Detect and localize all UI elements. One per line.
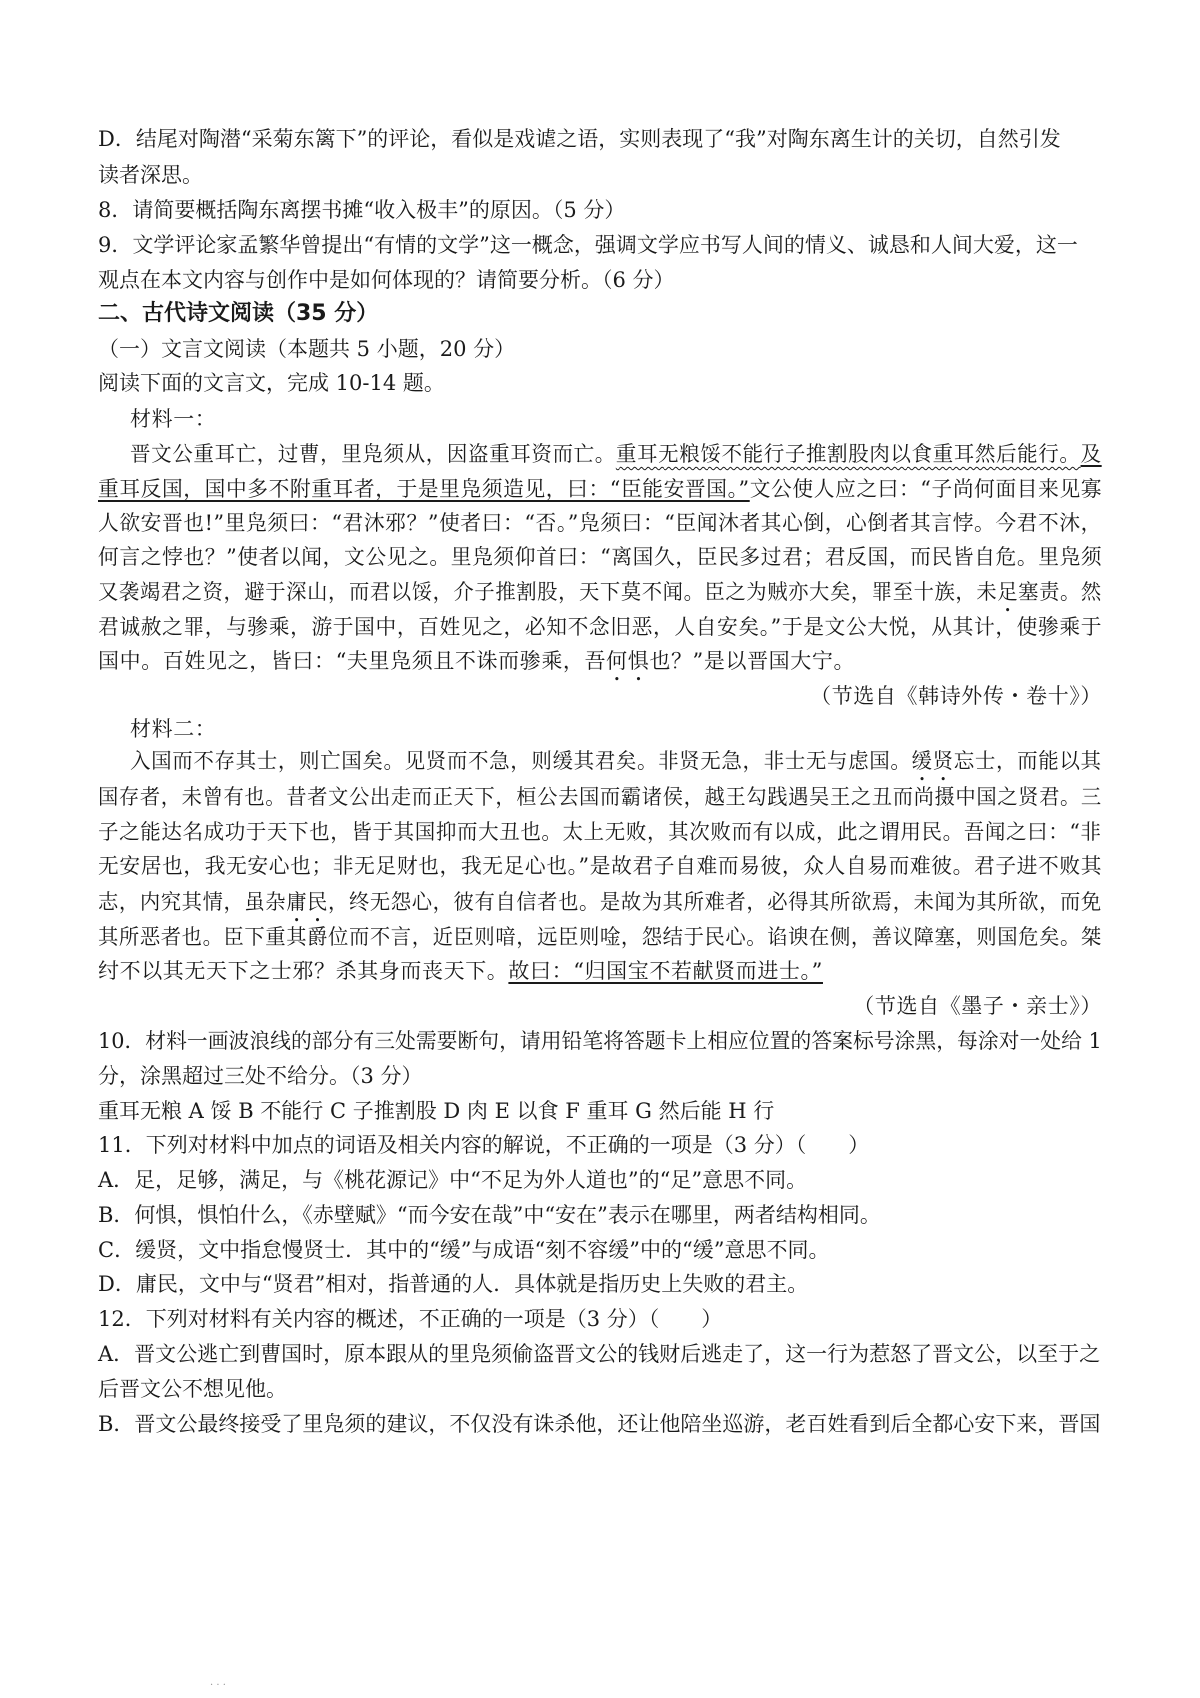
question-10-line1: 10．材料一画波浪线的部分有三处需要断句，请用铅笔将答题卡上相应位置的答案标号涂黑，每涂对一处给 1 [98, 1029, 1102, 1053]
material-1-line: 君诚赦之罪，与骖乘，游于国中，百姓见之，必知不念旧恶，人自安矣。”于是文公大悦，从其计，使骖乘于 [98, 615, 1103, 639]
material-2-line: 国存者，未曾有也。昔者文公出走而正天下，桓公去国而霸诸侯，越王勾践遇吴王之丑而尚摄中国之贤君。三 [98, 785, 1102, 809]
question-12-option-b-line1: B．晋文公最终接受了里凫须的建议，不仅没有诛杀他，还让他陪坐巡游，老百姓看到后全都心安下来，晋国 [98, 1412, 1101, 1436]
material-1-label: 材料一： [130, 407, 217, 431]
question-10-options: 重耳无粮 A 馁 B 不能行 C 子推割股 D 肉 E 以食 F 重耳 G 然后能 H 行 [98, 1099, 775, 1123]
question-8: 8．请简要概括陶东离摆书摊“收入极丰”的原因。（5 分） [98, 198, 626, 222]
material-1-line: 重耳反国，国中多不附重耳者，于是里凫须造见，曰：“臣能安晋国。”文公使人应之曰：“子尚何面目来见寡 [98, 477, 1103, 501]
underlined-text: 故曰：“归国宝不若献贤而进士。” [508, 959, 823, 983]
material-2-line: 志，内究其情，虽杂庸民，终无怨心，彼有自信者也。是故为其所难者，必得其所欲焉，未闻为其所欲，而免 [98, 890, 1102, 914]
material-2-line: 其所恶者也。臣下重其爵位而不言，近臣则喑，远臣则唫，怨结于民心。谄谀在侧，善议障塞，则国危矣。桀 [98, 925, 1102, 949]
question-11-option-b: B．何惧，惧怕什么，《赤壁赋》“而今安在哉”中“安在”表示在哪里，两者结构相同。 [98, 1203, 881, 1227]
material-2-line: 纣不以其无天下之士邪？杀其身而丧天下。故曰：“归国宝不若献贤而进士。” [98, 959, 823, 983]
question-11-option-c: C．缓贤，文中指怠慢贤士．其中的“缓”与成语“刻不容缓”中的“缓”意思不同。 [98, 1238, 830, 1262]
question-10-line2: 分，涂黑超过三处不给分。（3 分） [98, 1064, 423, 1088]
question-11-option-a: A．足，足够，满足，与《桃花源记》中“不足为外人道也”的“足”意思不同。 [98, 1168, 808, 1192]
material-2-line: 入国而不存其士，则亡国矣。见贤而不急，则缓其君矣。非贤无急，非士无与虑国。缓贤忘士，而能以其 [130, 749, 1102, 773]
dotted-word: 何惧 [606, 649, 650, 673]
question-11-stem: 11．下列对材料中加点的词语及相关内容的解说，不正确的一项是（3 分）（ ） [98, 1133, 870, 1157]
q7-option-d-line1: D．结尾对陶潜“采菊东篱下”的评论，看似是戏谑之语，实则表现了“我”对陶东离生计的关切，自然引发 [98, 127, 1061, 151]
material-2-line: 子之能达名成功于天下也，皆于其国抑而大丑也。太上无败，其次败而有以成，此之谓用民。吾闻之曰：“非 [98, 820, 1102, 844]
section-2-heading: 二、古代诗文阅读（35 分） [98, 301, 379, 326]
material-1-line: 人欲安晋也!”里凫须曰：“君沐邪？”使者曰：“否。”凫须曰：“臣闻沐者其心倒，心倒者其言悖。今君不沐， [98, 511, 1102, 535]
material-2-label: 材料二： [130, 717, 217, 741]
dotted-word: 庸民 [286, 890, 329, 914]
q7-option-d-line2: 读者深思。 [98, 163, 203, 187]
subsection-1-heading: （一）文言文阅读（本题共 5 小题，20 分） [98, 337, 516, 361]
reading-instruction: 阅读下面的文言文，完成 10-14 题。 [98, 371, 445, 395]
material-1-line: 又袭竭君之资，避于深山，而君以馁，介子推割股，天下莫不闻。臣之为贼亦大矣，罪至十族，未足塞责。然 [98, 580, 1102, 604]
material-1-line: 晋文公重耳亡，过曹，里凫须从，因盗重耳资而亡。重耳无粮馁不能行子推割股肉以食重耳然后能行。及 [130, 442, 1102, 466]
question-12-stem: 12．下列对材料有关内容的概述，不正确的一项是（3 分）（ ） [98, 1307, 723, 1331]
page-footer-mark: · · · [210, 1680, 226, 1691]
material-1-line: 何言之悖也？”使者以闻，文公见之。里凫须仰首曰：“离国久，臣民多过君；君反国，而民皆自危。里凫须 [98, 545, 1103, 569]
material-2-line: 无安居也，我无安心也；非无足财也，我无足心也。”是故君子自难而易彼，众人自易而难彼。君子进不败其 [98, 854, 1103, 878]
question-9-line2: 观点在本文内容与创作中是如何体现的？请简要分析。（6 分） [98, 268, 675, 292]
material-1-line: 国中。百姓见之，皆曰：“夫里凫须且不诛而骖乘，吾何惧也？”是以晋国大宁。 [98, 649, 856, 673]
dotted-word: 缓贤 [911, 749, 954, 773]
dotted-word: 足 [997, 580, 1019, 604]
underlined-text: 重耳反国，国中多不附重耳者，于是里凫须造见，曰：“臣能安晋国。” [98, 477, 750, 501]
material-2-source: （节选自《墨子・亲士》） [853, 994, 1102, 1018]
material-1-source: （节选自《韩诗外传・卷十》） [810, 684, 1102, 708]
question-9-line1: 9．文学评论家孟繁华曾提出“有情的文学”这一概念，强调文学应书写人间的情义、诚恳和人间大爱，这一 [98, 233, 1078, 257]
question-12-option-a-line2: 后晋文公不想见他。 [98, 1377, 287, 1401]
wavy-underlined-text: 重耳无粮馁不能行子推割股肉以食重耳然后能行。 [615, 442, 1081, 466]
question-12-option-a-line1: A．晋文公逃亡到曹国时，原本跟从的里凫须偷盗晋文公的钱财后逃走了，这一行为惹怒了晋文公，以至于之 [98, 1342, 1101, 1366]
question-11-option-d: D．庸民，文中与“贤君”相对，指普通的人．具体就是指历史上失败的君主。 [98, 1272, 809, 1296]
